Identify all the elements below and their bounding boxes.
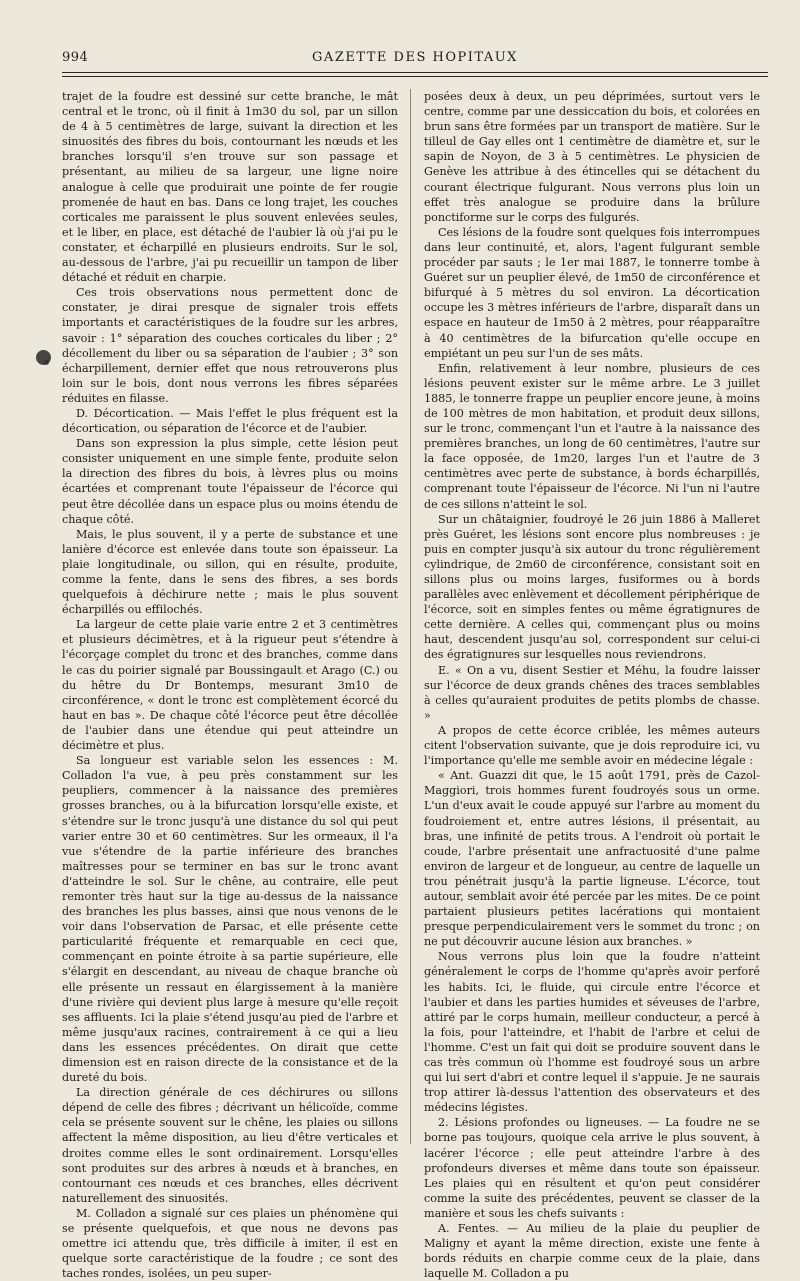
header-rule-thin bbox=[62, 76, 768, 77]
page-number: 994 bbox=[62, 50, 89, 65]
ink-blot bbox=[44, 360, 49, 365]
paragraph: Ces lésions de la foudre sont quelques fois interrompues dans leur continuité, et, alors, l'agent fulgurant semble procéder par sauts ; le 1er mai 1887, le tonnerre tombe à Guéret sur un peuplier élevé, de 1m50 de circonférence et bifurqué à 5 mètres du sol environ. La décortication occupe les 3 mètres inférieurs de l'arbre, disparaît dans un espace en hauteur de 1m50 à 2 mètres, pour réapparaître à 40 centimètres de la bifurcation qu'elle occupe en empiétant un peu sur l'un de ses mâts. bbox=[424, 225, 760, 360]
paragraph: 2. Lésions profondes ou ligneuses. — La foudre ne se borne pas toujours, quoique cela arrive le plus souvent, à lacérer l'écorce ; elle peut atteindre l'arbre à des profondeurs diverses et même dans toute son épaisseur. Les plaies qui en résultent et qu'on peut considérer comme la suite des précédentes, peuvent se classer de la manière et sous les chefs suivants : bbox=[424, 1116, 760, 1220]
paragraph: posées deux à deux, un peu déprimées, surtout vers le centre, comme par une dessiccation du bois, et colorées en brun sans être formées par un transport de matière. Sur le tilleul de Gay elles ont 1 centimètre de diamètre et, sur le sapin de Noyon, de 3 à 5 centimètres. Le physicien de Genève les attribue à des étincelles qui se détachent du courant électrique fulgurant. Nous verrons plus loin un effet très analogue se produire dans la brûlure ponctiforme sur le corps des fulgurés. bbox=[424, 90, 760, 224]
header-rule-thick bbox=[62, 72, 768, 73]
left-column bbox=[62, 89, 398, 1281]
right-column bbox=[424, 89, 760, 1281]
paragraph: Mais, le plus souvent, il y a perte de substance et une lanière d'écorce est enlevée dans toute son épaisseur. La plaie longitudinale, ou sillon, qui en résulte, produite, comme la fente, dans le sens des fibres, a ses bords quelquefois à déchirure nette ; mais le plus souvent écharpillés ou effilochés. bbox=[62, 527, 398, 617]
paragraph: Sa longueur est variable selon les essences : M. Colladon l'a vue, à peu près constamment sur les peupliers, commencer à la naissance des premières grosses branches, ou à la bifurcation lorsqu'elle existe, et s'étendre sur le tronc jusqu'à une distance du sol qui peut varier entre 30 et 60 centimètres. Sur les ormeaux, il l'a vue s'étendre de la partie inférieure des branches maîtresses pour se terminer en bas sur le tronc avant d'atteindre le sol. Sur le chêne, au contraire, elle peut remonter très haut sur la tige au-dessus de la naissance des branches les plus basses, ainsi que nous venons de le voir dans l'observation de Parsac, et elle présente cette particularité fréquente et remarquable en ceci que, commençant en pointe étroite à sa partie supérieure, elle s'élargit en descendant, au niveau de chaque branche où elle présente un ressaut en élargissement à la manière d'une rivière qui devient plus large à mesure qu'elle reçoit ses affluents. Ici la plaie s'étend jusqu'au pied de l'arbre et même jusqu'aux racines, contrairement à ce qui a lieu dans les essences précédentes. On dirait que cette dimension est en raison directe de la consistance et de la dureté du bois. bbox=[62, 754, 398, 1085]
paragraph: Enfin, relativement à leur nombre, plusieurs de ces lésions peuvent exister sur le même arbre. Le 3 juillet 1885, le tonnerre frappe un peuplier encore jeune, à moins de 100 mètres de mon habitation, et produit deux sillons, sur le tronc, commençant l'un et l'autre à la naissance des premières branches, un long de 60 centimètres, l'autre sur la face opposée, de 1m20, larges l'un et l'autre de 3 centimètres avec perte de substance, à bords écharpillés, comprenant toute l'épaisseur de l'écorce. Ni l'un ni l'autre de ces sillons n'atteint le sol. bbox=[424, 361, 760, 511]
paragraph: La largeur de cette plaie varie entre 2 et 3 centimètres et plusieurs décimètres, et à la rigueur peut s'étendre à l'écorçage complet du tronc et des branches, comme dans le cas du poirier signalé par Boussingault et Arago (C.) ou du hêtre du Dr Bontemps, mesurant 3m10 de circonférence, « dont le tronc est complètement écorcé du haut en bas ». De chaque côté l'écorce peut être décollée de l'aubier dans une étendue qui peut atteindre un décimètre et plus. bbox=[62, 618, 398, 753]
paragraph: trajet de la foudre est dessiné sur cette branche, le mât central et le tronc, où il finit à 1m30 du sol, par un sillon de 4 à 5 centimètres de large, suivant la direction et les sinuosités des fibres du bois, contournant les nœuds et les branches lorsqu'il s'en trouve sur son passage et présentant, au milieu de sa largeur, une ligne noire analogue à celle que produirait une pointe de fer rougie promenée de haut en bas. Dans ce long trajet, les couches corticales me paraissent le plus souvent enlevées seules, et le liber, en place, est détaché de l'aubier là où j'ai pu le constater, et écharpillé en plusieurs endroits. Sur le sol, au-dessous de l'arbre, j'ai pu recueillir un tampon de liber détaché et réduit en charpie. bbox=[62, 90, 398, 285]
column-divider bbox=[410, 89, 411, 1144]
paragraph: A. Fentes. — Au milieu de la plaie du peuplier de Maligny et ayant la même direction, existe une fente à bords réduits en charpie comme ceux de la plaie, dans laquelle M. Colladon a pu bbox=[424, 1222, 760, 1281]
paragraph: E. « On a vu, disent Sestier et Méhu, la foudre laisser sur l'écorce de deux grands chênes des traces semblables à celles qu'auraient produites de petits plombs de chasse. » bbox=[424, 663, 760, 722]
page-header bbox=[62, 50, 768, 72]
paragraph: M. Colladon a signalé sur ces plaies un phénomène qui se présente quelquefois, et que nous ne devons pas omettre ici attendu que, très difficile à imiter, il est en quelque sorte caractéristique de la foudre ; ce sont des taches rondes, isolées, un peu super- bbox=[62, 1206, 398, 1281]
journal-title: GAZETTE DES HOPITAUX bbox=[312, 50, 518, 65]
paragraph: Sur un châtaignier, foudroyé le 26 juin 1886 à Malleret près Guéret, les lésions sont encore plus nombreuses : je puis en compter jusqu'à six autour du tronc régulièrement cylindrique, de 2m60 de circonférence, consistant soit en sillons plus ou moins larges, fusiformes ou à bords parallèles avec enlèvement et décollement périphérique de l'écorce, soit en simples fentes ou même égratignures de cette dernière. A celles qui, commençant plus ou moins haut, descendent jusqu'au sol, correspondent sur celui-ci des égratignures sur lesquelles nous reviendrons. bbox=[424, 512, 760, 662]
paragraph: Nous verrons plus loin que la foudre n'atteint généralement le corps de l'homme qu'après avoir perforé les habits. Ici, le fluide, qui circule entre l'écorce et l'aubier et dans les parties humides et séveuses de l'arbre, attiré par le corps humain, meilleur conducteur, a percé à la fois, pour l'atteindre, et l'habit de l'arbre et celui de l'homme. C'est un fait qui doit se produire souvent dans le cas très commun où l'homme est foudroyé sous un arbre qui lui sert d'abri et contre lequel il s'appuie. Je ne saurais trop attirer là-dessus l'attention des observateurs et des médecins légistes. bbox=[424, 950, 760, 1115]
paragraph: « Ant. Guazzi dit que, le 15 août 1791, près de Cazol-Maggiori, trois hommes furent foudroyés sous un orme. L'un d'eux avait le coude appuyé sur l'arbre au moment du foudroiement et, entre autres lésions, il présentait, au bras, une infinité de petits trous. A l'endroit où portait le coude, l'arbre présentait une anfractuosité d'une palme environ de largeur et de longueur, au centre de laquelle un trou pénétrait jusqu'à la partie ligneuse. L'écorce, tout autour, semblait avoir été percée par les mites. De ce point partaient plusieurs petites lacérations qui montaient presque perpendiculairement vers le sommet du tronc ; on ne put découvrir aucune lésion aux branches. » bbox=[424, 769, 760, 949]
paragraph: D. Décortication. — Mais l'effet le plus fréquent est la décortication, ou séparation de l'écorce et de l'aubier. bbox=[62, 406, 398, 436]
paragraph: Ces trois observations nous permettent donc de constater, je dirai presque de signaler trois effets importants et caractéristiques de la foudre sur les arbres, savoir : 1° séparation des couches corticales du liber ; 2° décollement du liber ou sa séparation de l'aubier ; 3° son écharpillement, dernier effet que nous retrouverons plus loin sur le bois, dont nous verrons les fibres séparées réduites en filasse. bbox=[62, 286, 398, 405]
paragraph: La direction générale de ces déchirures ou sillons dépend de celle des fibres ; décrivant un hélicoïde, comme cela se présente souvent sur le chêne, les plaies ou sillons affectent la même disposition, au lieu d'être verticales et droites comme elles le sont ordinairement. Lorsqu'elles sont produites sur des arbres à nœuds et à branches, en contournant ces nœuds et ces branches, elles décrivent naturellement des sinuosités. bbox=[62, 1086, 398, 1205]
paragraph: A propos de cette écorce criblée, les mêmes auteurs citent l'observation suivante, que je dois reproduire ici, vu l'importance qu'elle me semble avoir en médecine légale : bbox=[424, 723, 760, 768]
paragraph: Dans son expression la plus simple, cette lésion peut consister uniquement en une simple fente, produite selon la direction des fibres du bois, à lèvres plus ou moins écartées et comprenant toute l'épaisseur de l'écorce qui peut être décollée dans un espace plus ou moins étendu de chaque côté. bbox=[62, 437, 398, 526]
